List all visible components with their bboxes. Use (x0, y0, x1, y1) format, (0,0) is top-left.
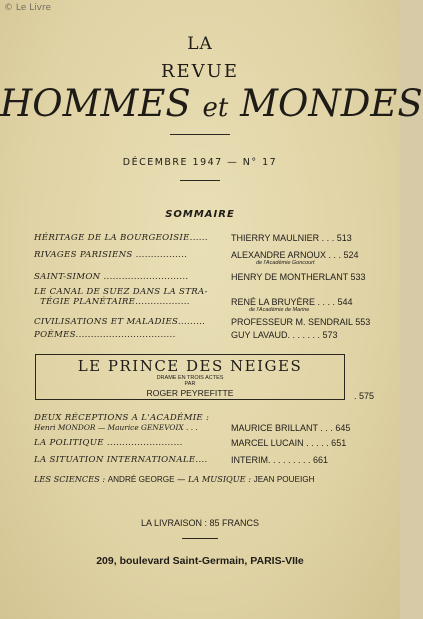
address: 209, boulevard Saint-Germain, PARIS-VIIe (96, 555, 304, 567)
toc-title: SAINT-SIMON ............................ (34, 272, 189, 282)
toc-author: MARCEL LUCAIN . . . . . 651 (231, 438, 347, 448)
toc-author: MAURICE BRILLANT . . . 645 (231, 423, 351, 433)
sciences-author: ANDRÉ GEORGE (107, 475, 175, 484)
toc-author: PROFESSEUR M. SENDRAIL 553 (231, 317, 371, 327)
title-et: et (202, 93, 229, 123)
feature-page: . 575 (354, 391, 375, 401)
divider (170, 134, 230, 135)
masthead-revue: REVUE (160, 61, 239, 82)
toc-title: LA SITUATION INTERNATIONALE.... (34, 455, 208, 465)
divider (182, 538, 218, 539)
toc-author: INTERIM. . . . . . . . . 661 (231, 455, 329, 465)
sommaire-heading: SOMMAIRE (165, 209, 235, 220)
toc-title: RIVAGES PARISIENS ................. (34, 250, 188, 260)
feature-title: LE PRINCE DES NEIGES (77, 357, 303, 375)
toc-author-note: de l'Académie Goncourt (256, 260, 315, 266)
toc-title: HÉRITAGE DE LA BOURGEOISIE...... (34, 233, 208, 243)
feature-par: PAR (184, 381, 196, 387)
toc-title: DEUX RÉCEPTIONS A L'ACADÉMIE : (34, 413, 210, 423)
feature-subtitle: DRAME EN TROIS ACTES (156, 375, 224, 381)
toc-title: LA POLITIQUE ......................... (34, 438, 183, 448)
toc-title: LE CANAL DE SUEZ DANS LA STRA- TÉGIE PLANÉTAIRE.................. (34, 287, 208, 307)
watermark: © Le Livre (4, 3, 51, 13)
title-part-b: MONDES (228, 82, 423, 125)
music-author: JEAN POUEIGH (253, 475, 315, 484)
toc-author: GUY LAVAUD. . . . . . . 573 (231, 330, 338, 340)
masthead-title (0, 82, 423, 125)
toc-author: THIERRY MAULNIER . . . 513 (231, 233, 352, 243)
music-label: — LA MUSIQUE : (174, 474, 254, 484)
toc-author: ALEXANDRE ARNOUX . . . 524 (231, 250, 359, 260)
sciences-label: LES SCIENCES : (34, 474, 108, 484)
divider (180, 180, 220, 181)
price: LA LIVRAISON : 85 FRANCS (140, 518, 260, 528)
feature-author: ROGER PEYREFITTE (146, 388, 234, 398)
toc-author: RENÉ LA BRUYÈRE . . . . 544 (231, 297, 353, 307)
toc-title-note: Henri MONDOR — Maurice GENEVOIX . . . (34, 423, 198, 432)
toc-title: POÈMES................................. (34, 330, 176, 340)
issue-date: DÉCEMBRE 1947 — N° 17 (122, 157, 278, 168)
toc-author: HENRY DE MONTHERLANT 533 (231, 272, 366, 282)
sciences-music-line (34, 474, 379, 484)
title-part-a: HOMMES (0, 82, 203, 125)
masthead-la: LA (187, 34, 213, 54)
feature-box (35, 354, 345, 400)
toc-title: CIVILISATIONS ET MALADIES......... (34, 317, 206, 327)
toc-author-note: de l'Académie de Marine (249, 307, 310, 313)
